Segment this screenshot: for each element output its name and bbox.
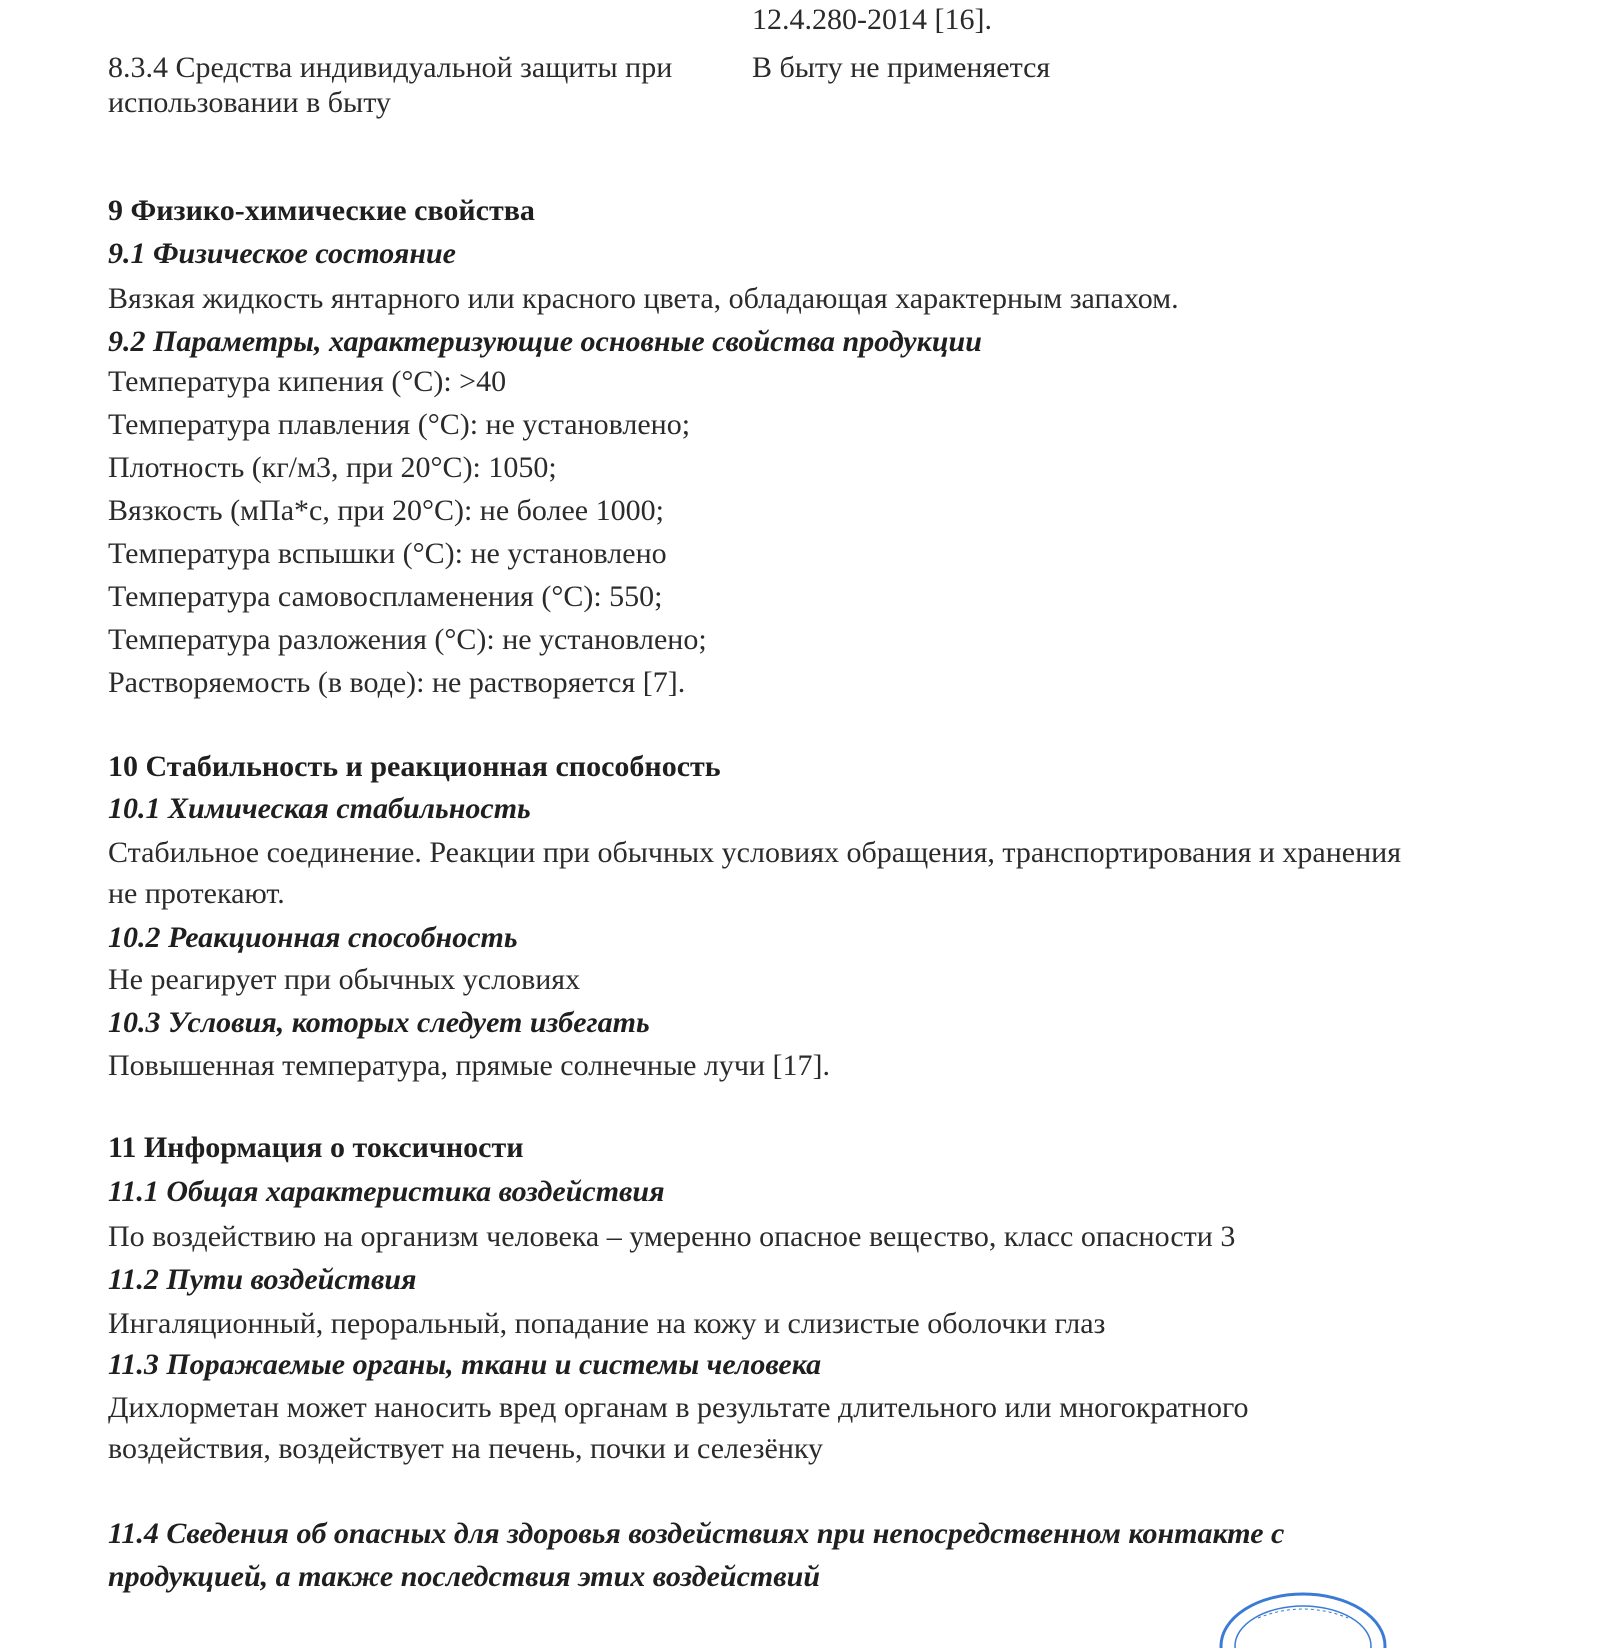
section-113-heading: 11.3 Поражаемые органы, ткани и системы человека [108,1348,822,1381]
property-line: Растворяемость (в воде): не растворяется [7]. [108,666,686,699]
property-line: Вязкость (мПа*с, при 20°С): не более 1000; [108,494,664,527]
section-91-heading: 9.1 Физическое состояние [108,237,456,270]
property-line: Температура вспышки (°С): не установлено [108,537,667,570]
section-113-text-cont: воздействия, воздействует на печень, почки и селезёнку [108,1432,824,1465]
section-103-heading: 10.3 Условия, которых следует избегать [108,1006,650,1039]
section-92-heading: 9.2 Параметры, характеризующие основные свойства продукции [108,325,982,358]
property-line: Температура кипения (°С): >40 [108,365,507,398]
section-111-text: По воздействию на организм человека – умеренно опасное вещество, класс опасности 3 [108,1220,1236,1253]
section-103-text: Повышенная температура, прямые солнечные лучи [17]. [108,1049,831,1082]
section-114-heading: 11.4 Сведения об опасных для здоровья воздействиях при непосредственном контакте с [108,1517,1285,1550]
property-line: Температура самовоспламенения (°С): 550; [108,580,663,613]
property-line: Температура разложения (°С): не установлено; [108,623,707,656]
item-834-label-cont: использовании в быту [108,86,391,119]
section-111-heading: 11.1 Общая характеристика воздействия [108,1175,665,1208]
section-112-text: Ингаляционный, пероральный, попадание на кожу и слизистые оболочки глаз [108,1307,1106,1340]
section-101-text-cont: не протекают. [108,877,285,910]
property-line: Температура плавления (°С): не установлено; [108,408,691,441]
reference-continuation: 12.4.280-2014 [16]. [752,3,992,36]
section-114-heading-cont: продукцией, а также последствия этих воздействий [108,1560,821,1593]
section-91-text: Вязкая жидкость янтарного или красного цвета, обладающая характерным запахом. [108,282,1179,315]
item-834-label: 8.3.4 Средства индивидуальной защиты при [108,51,673,84]
section-113-text: Дихлорметан может наносить вред органам в результате длительного или многократного [108,1391,1249,1424]
section-9-heading: 9 Физико-химические свойства [108,194,535,227]
section-102-heading: 10.2 Реакционная способность [108,921,518,954]
stamp-seal [1218,1588,1388,1648]
section-101-text: Стабильное соединение. Реакции при обычных условиях обращения, транспортирования и хранения [108,836,1402,869]
section-11-heading: 11 Информация о токсичности [108,1131,524,1164]
section-10-heading: 10 Стабильность и реакционная способность [108,750,721,783]
item-834-value: В быту не применяется [752,51,1051,84]
property-line: Плотность (кг/м3, при 20°С): 1050; [108,451,557,484]
section-112-heading: 11.2 Пути воздействия [108,1263,417,1296]
section-101-heading: 10.1 Химическая стабильность [108,792,531,825]
section-102-text: Не реагирует при обычных условиях [108,963,581,996]
